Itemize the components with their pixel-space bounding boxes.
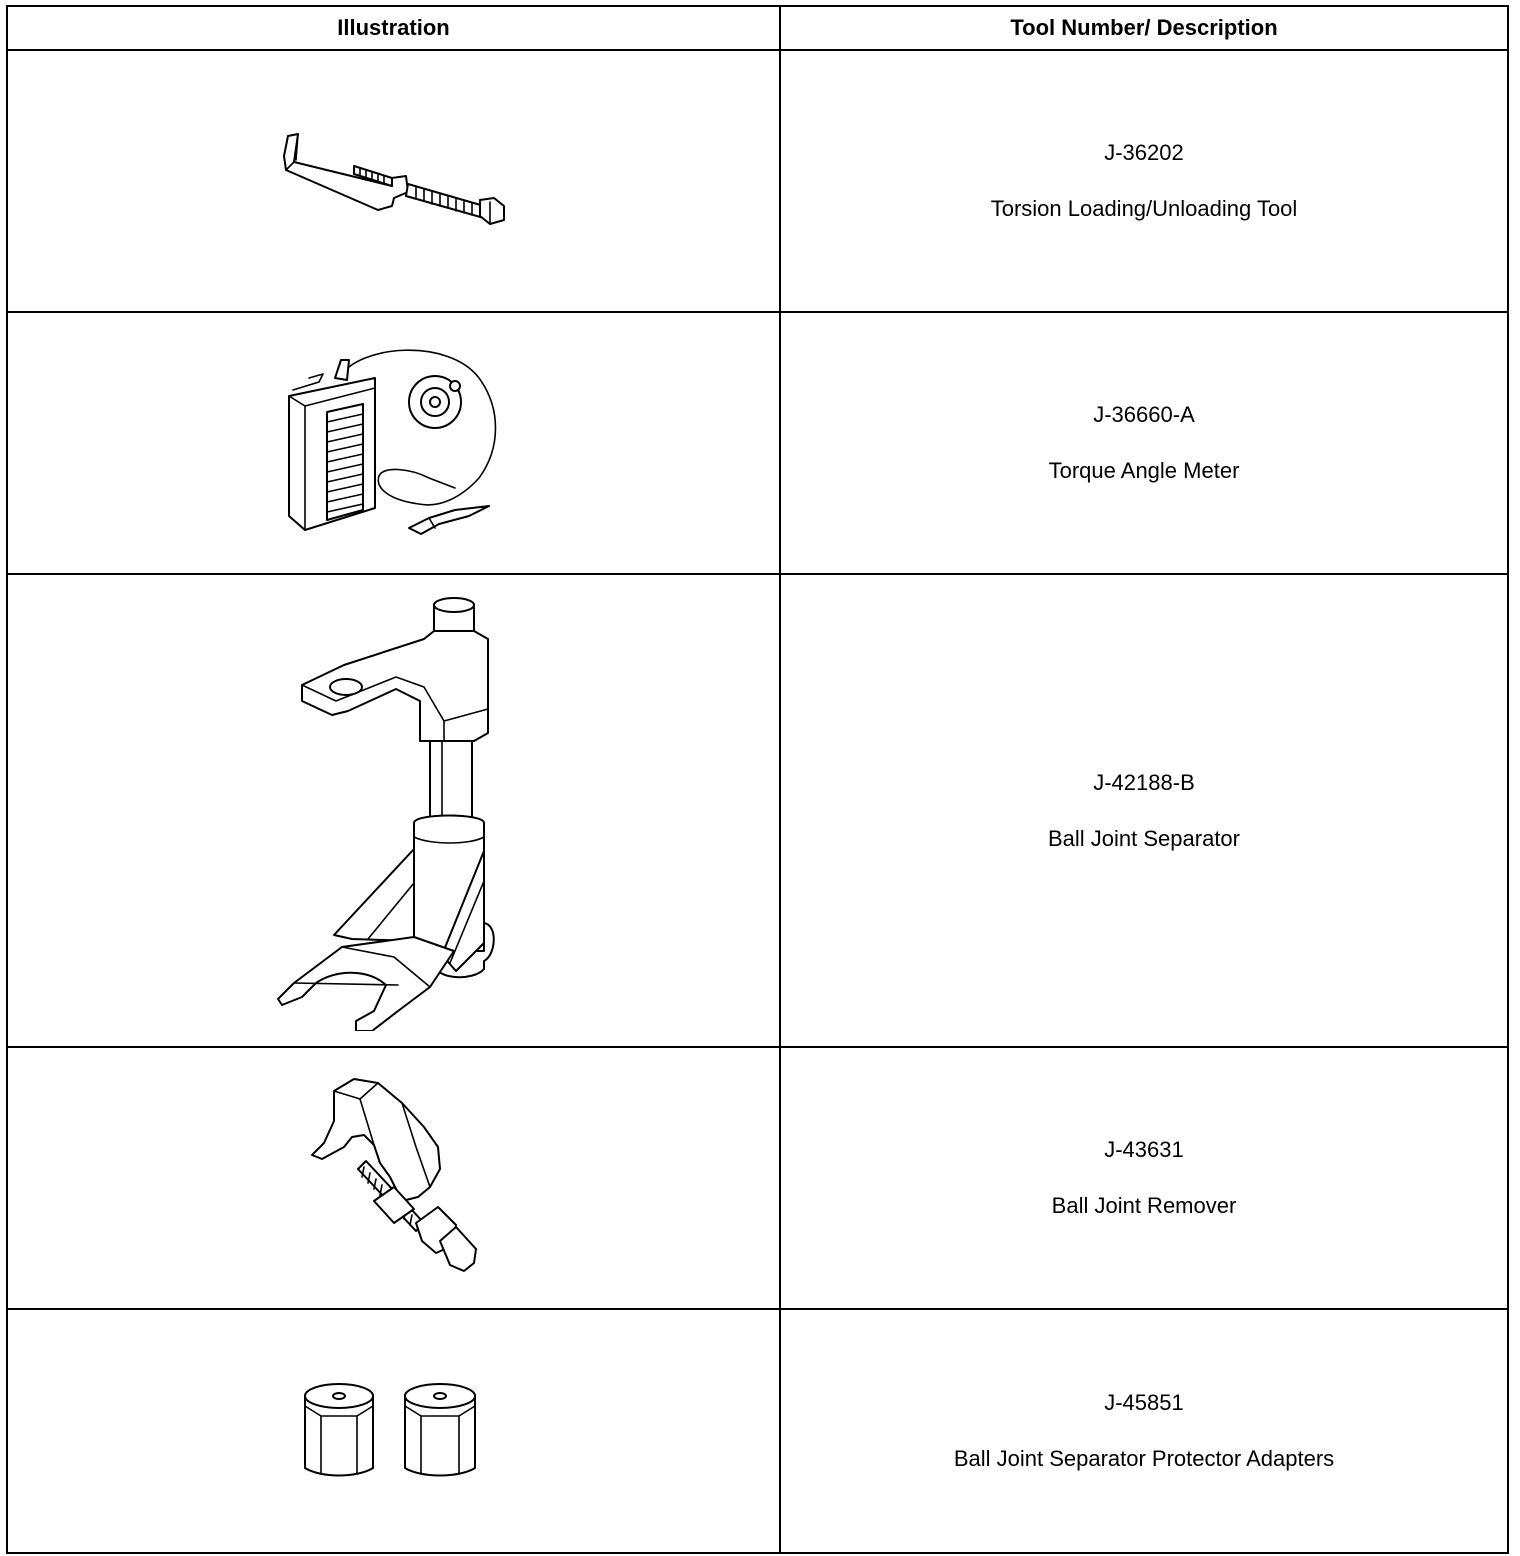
tool-description-cell (780, 312, 1508, 574)
tool-description: Torsion Loading/Unloading Tool (990, 196, 1298, 221)
tool-number: J-36202 (1104, 140, 1184, 165)
illustration-cell (7, 1309, 780, 1553)
tool-description: Ball Joint Separator (1048, 825, 1240, 851)
header-row (7, 6, 1508, 50)
illustration-cell (7, 1047, 780, 1309)
ball-joint-remover-icon (304, 1073, 484, 1283)
header-tool-number-description: Tool Number/ Description (780, 6, 1508, 50)
adapter-right-icon (405, 1384, 475, 1476)
tool-description-cell (780, 1047, 1508, 1309)
illustration-cell (7, 312, 780, 574)
special-tools-table (6, 5, 1509, 1554)
table-row (7, 574, 1508, 1047)
table-row (7, 312, 1508, 574)
torque-angle-meter-icon (279, 338, 509, 548)
protector-adapters-icon (299, 1374, 489, 1489)
tool-description-cell (780, 1309, 1508, 1553)
tool-description: Ball Joint Separator Protector Adapters (953, 1446, 1335, 1471)
torsion-tool-icon (274, 126, 514, 236)
tool-description-cell (780, 574, 1508, 1047)
tool-description: Torque Angle Meter (1048, 458, 1240, 483)
table-row (7, 1309, 1508, 1553)
tool-number: J-45851 (1104, 1390, 1184, 1415)
tool-description-cell (780, 50, 1508, 312)
header-illustration: Illustration (7, 6, 780, 50)
tool-number: J-43631 (1104, 1137, 1184, 1162)
table-row (7, 1047, 1508, 1309)
illustration-cell (7, 50, 780, 312)
illustration-cell (7, 574, 780, 1047)
tool-description: Ball Joint Remover (1051, 1193, 1237, 1218)
tool-number: J-42188-B (1093, 769, 1195, 795)
table-row (7, 50, 1508, 312)
tool-number: J-36660-A (1093, 402, 1195, 427)
adapter-left-icon (305, 1384, 373, 1476)
ball-joint-separator-icon (274, 591, 514, 1031)
